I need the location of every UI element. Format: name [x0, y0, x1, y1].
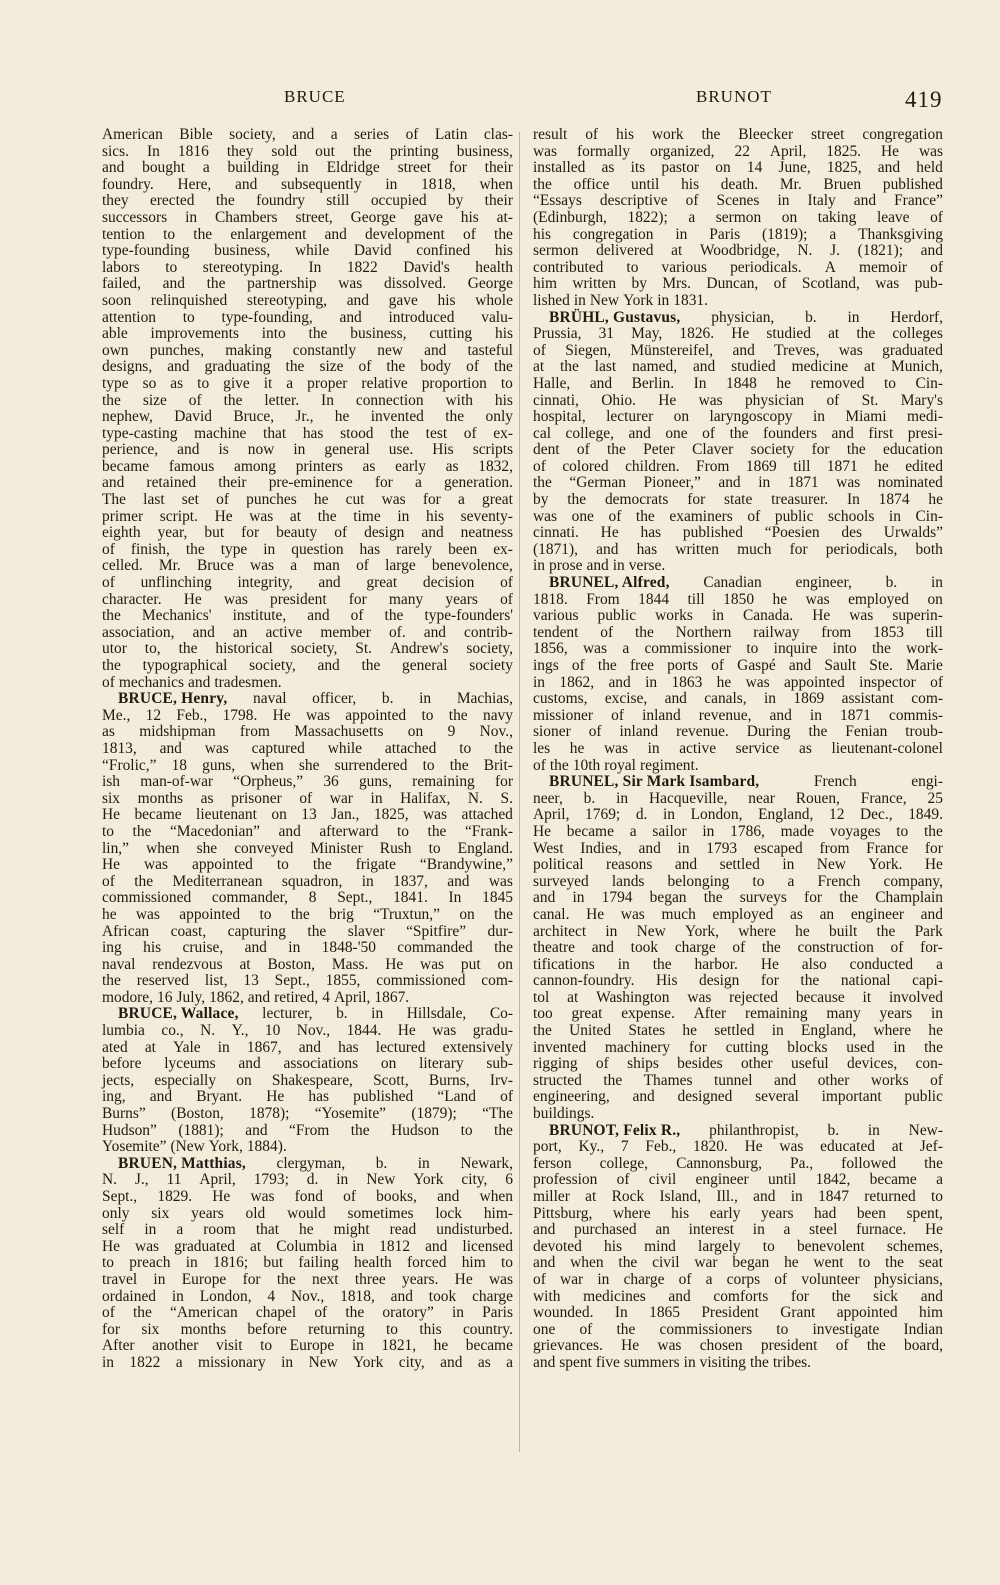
text-line: tention to the enlargement and development of the: [102, 225, 513, 243]
text-line: to preach in 1816; but failing health forced him to: [102, 1254, 513, 1272]
text-line: Yosemite” (New York, 1884).: [102, 1138, 287, 1156]
text-line: grievances. He was chosen president of the board,: [533, 1337, 943, 1355]
text-line: missioner of inland revenue, and in 1871 commis-: [533, 706, 943, 724]
text-line: African coast, capturing the slaver “Spitfire” dur-: [102, 922, 513, 940]
text-line: and purchased an interest in a steel furnace. He: [533, 1221, 943, 1239]
entry-headword: BRUEN, Matthias,: [118, 1154, 246, 1172]
text-line: modore, 16 July, 1862, and retired, 4 April, 1867.: [102, 988, 410, 1006]
text-line: rigging of ships besides other useful devices, con-: [533, 1055, 943, 1073]
text-line: of Siegen, Münstereifel, and Treves, was graduated: [533, 341, 943, 359]
text-line: lin,” when she conveyed Minister Rush to England.: [102, 839, 513, 857]
text-line: and retained their pre-eminence for a generation.: [102, 474, 513, 492]
text-line: devoted his mind largely to benevolent schemes,: [533, 1237, 943, 1255]
text-line: as midshipman from Massachusetts on 9 Nov.,: [102, 723, 513, 741]
text-line: of the Mediterranean squadron, in 1837, and was: [102, 872, 513, 890]
text-line: ordained in London, 4 Nov., 1818, and took charge: [102, 1287, 513, 1305]
text-line: engineering, and designed several important public: [533, 1088, 943, 1106]
text-line: customs, excise, and canals, in 1869 assistant com-: [533, 690, 943, 708]
column-divider: [519, 132, 520, 1452]
text-line: and bought a building in Eldridge street for their: [102, 159, 513, 177]
text-line: ferson college, Cannonsburg, Pa., followed the: [533, 1154, 943, 1172]
text-line: the reserved list, 13 Sept., 1855, commissioned com-: [102, 972, 513, 990]
text-line: “Frolic,” 18 guns, when she surrendered to the Brit-: [102, 756, 513, 774]
entry-first-line: BRUNEL, Alfred, Canadian engineer, b. in: [549, 574, 943, 592]
text-line: in 1822 a missionary in New York city, and as a: [102, 1353, 513, 1371]
text-line: ing his cruise, and in 1848-'50 commanded the: [102, 939, 513, 957]
text-line: was formally organized, 22 April, 1825. He was: [533, 142, 943, 160]
text-line: ated at Yale in 1867, and has lectured extensively: [102, 1038, 513, 1056]
text-line: failed, and the partnership was dissolved. George: [102, 275, 513, 293]
text-line: by the democrats for state treasurer. In 1874 he: [533, 491, 943, 509]
text-line: type-casting machine that has stood the test of ex-: [102, 424, 513, 442]
text-line: neer, b. in Hacqueville, near Rouen, France, 25: [533, 789, 943, 807]
entry-headword: BRUCE, Henry,: [118, 690, 228, 708]
text-line: He was graduated at Columbia in 1812 and licensed: [102, 1237, 513, 1255]
text-line: ing, and Bryant. He has published “Land of: [102, 1088, 513, 1106]
header-left-headword: BRUCE: [284, 87, 346, 106]
text-line: was one of the examiners of public schools in Cin-: [533, 507, 943, 525]
text-line: cannon-foundry. His design for the national capi-: [533, 972, 943, 990]
text-line: cinnati. He has published “Poesien des Urwalds”: [533, 524, 943, 542]
text-line: travel in Europe for the next three years. He was: [102, 1270, 513, 1288]
text-line: buildings.: [533, 1105, 595, 1123]
text-line: 1813, and was captured while attached to the: [102, 739, 513, 757]
text-line: structed the Thames tunnel and other works of: [533, 1071, 943, 1089]
text-line: able improvements into the business, cutting his: [102, 325, 513, 343]
text-line: successors in Chambers street, George gave his at-: [102, 208, 513, 226]
text-line: and spent five summers in visiting the tribes.: [533, 1353, 812, 1371]
text-line: naval rendezvous at Boston, Mass. He was put on: [102, 955, 513, 973]
text-line: self in a room that he might read undisturbed.: [102, 1221, 513, 1239]
text-line: commissioned commander, 8 Sept., 1841. In 1845: [102, 889, 513, 907]
text-line: before lyceums and associations on literary sub-: [102, 1055, 513, 1073]
text-line: profession of civil engineer until 1842, became a: [533, 1171, 943, 1189]
text-line: wounded. In 1865 President Grant appointed him: [533, 1304, 943, 1322]
left-column: [102, 127, 513, 1372]
text-line: type so as to give it a proper relative proportion to: [102, 374, 513, 392]
text-line: contributed to various periodicals. A memoir of: [533, 258, 943, 276]
entry-first-line: BRÜHL, Gustavus, physician, b. in Herdorf,: [549, 308, 943, 326]
text-line: tol at Washington was rejected because it involved: [533, 988, 943, 1006]
entry-headword: BRUNOT, Felix R.,: [549, 1121, 681, 1139]
text-line: various public works in Canada. He was superin-: [533, 607, 943, 625]
text-line: Me., 12 Feb., 1798. He was appointed to the navy: [102, 706, 513, 724]
text-line: the Mechanics' institute, and of the type-founders': [102, 607, 513, 625]
text-line: lumbia co., N. Y., 10 Nov., 1844. He was gradu-: [102, 1022, 513, 1040]
text-line: theatre and took charge of the construction of for-: [533, 939, 943, 957]
entry-headword: BRUNEL, Sir Mark Isambard,: [549, 773, 760, 791]
text-line: in 1862, and in 1863 he was appointed inspector of: [533, 673, 943, 691]
text-line: 1818. From 1844 till 1850 he was employed on: [533, 590, 943, 608]
text-line: the size of the letter. In connection with his: [102, 391, 513, 409]
text-line: nephew, David Bruce, Jr., he invented the only: [102, 408, 513, 426]
text-line: April, 1769; d. in London, England, 12 Dec., 1849.: [533, 806, 943, 824]
text-line: surveyed lands belonging to a French company,: [533, 872, 943, 890]
text-line: hospital, lecturer on laryngoscopy in Miami medi-: [533, 408, 943, 426]
text-line: Hudson” (1881); and “From the Hudson to the: [102, 1121, 513, 1139]
text-line: He became lieutenant on 13 Jan., 1825, was attached: [102, 806, 513, 824]
text-line: type-founding business, while David confined his: [102, 242, 513, 260]
text-line: les he was in active service as lieutenant-colonel: [533, 739, 943, 757]
text-line: perience, and is now in general use. His scripts: [102, 441, 513, 459]
text-line: the “German Pioneer,” and in 1871 was nominated: [533, 474, 943, 492]
text-line: the United States he settled in England, where he: [533, 1022, 943, 1040]
text-line: too great expense. After remaining many years in: [533, 1005, 943, 1023]
text-line: foundry. Here, and subsequently in 1818, when: [102, 175, 513, 193]
text-line: sioner of inland revenue. During the Fenian troub-: [533, 723, 943, 741]
text-line: to the “Macedonian” and afterward to the “Frank-: [102, 822, 513, 840]
text-line: tifications in the harbor. He also conducted a: [533, 955, 943, 973]
text-line: Pittsburg, where his early years had been spent,: [533, 1204, 943, 1222]
text-line: 1856, was a commissioner to inquire into the work-: [533, 640, 943, 658]
text-line: and when the civil war began he went to the seat: [533, 1254, 943, 1272]
right-column: [533, 127, 943, 1372]
text-line: of war in charge of a corps of volunteer physicians,: [533, 1270, 943, 1288]
text-line: installed as its pastor on 14 June, 1825, and held: [533, 159, 943, 177]
text-line: Sept., 1829. He was fond of books, and when: [102, 1188, 513, 1205]
text-line: political reasons and settled in New York. He: [533, 856, 943, 874]
text-line: ings of the free ports of Gaspé and Sault Ste. Marie: [533, 657, 943, 674]
text-line: West Indies, and in 1793 escaped from France for: [533, 839, 943, 857]
text-line: He became a sailor in 1786, made voyages to the: [533, 822, 943, 840]
entry-first-line: BRUNOT, Felix R., philanthropist, b. in New-: [549, 1121, 943, 1139]
text-line: (1871), and has written much for periodicals, both: [533, 540, 943, 558]
text-line: After another visit to Europe in 1821, he became: [102, 1337, 513, 1355]
entry-first-line: BRUCE, Henry, naval officer, b. in Machias,: [118, 690, 513, 708]
text-line: own punches, making constantly new and tasteful: [102, 341, 513, 359]
text-line: of colored children. From 1869 till 1871 he edited: [533, 457, 943, 475]
text-line: character. He was president for many years of: [102, 590, 513, 608]
entry-first-line: BRUEN, Matthias, clergyman, b. in Newark,: [118, 1154, 513, 1172]
text-line: cal college, and one of the founders and first presi-: [533, 424, 943, 442]
text-line: primer script. He was at the time in his seventy-: [102, 507, 513, 525]
text-line: Halle, and Berlin. In 1848 he removed to Cin-: [533, 374, 943, 392]
text-line: miller at Rock Island, Ill., and in 1847 returned to: [533, 1188, 943, 1205]
text-line: for six months before returning to this country.: [102, 1320, 513, 1338]
text-line: of finish, the type in question has rarely been ex-: [102, 540, 513, 558]
text-line: his congregation in Paris (1819); a Thanksgiving: [533, 225, 943, 243]
text-line: lished in New York in 1831.: [533, 291, 708, 309]
text-line: jects, especially on Shakespeare, Scott, Burns, Irv-: [102, 1071, 513, 1089]
text-line: the typographical society, and the general society: [102, 657, 513, 674]
text-line: they erected the foundry still occupied by their: [102, 192, 513, 210]
text-line: the office until his death. Mr. Bruen published: [533, 175, 943, 193]
text-line: with medicines and comforts for the sick and: [533, 1287, 943, 1305]
page-number: 419: [905, 87, 943, 112]
text-line: canal. He was much employed as an engineer and: [533, 905, 943, 923]
text-line: of the “American chapel of the oratory” in Paris: [102, 1304, 513, 1322]
text-line: architect in New York, where he built the Park: [533, 922, 943, 940]
text-line: celled. Mr. Bruce was a man of large benevolence,: [102, 557, 513, 575]
entry-headword: BRUNEL, Alfred,: [549, 574, 670, 592]
entry-first-line: BRUNEL, Sir Mark Isambard, French engi-: [549, 773, 943, 791]
text-line: American Bible society, and a series of Latin clas-: [102, 126, 513, 143]
text-line: soon relinquished stereotyping, and gave his whole: [102, 291, 513, 309]
text-line: tendent of the Northern railway from 1853 till: [533, 623, 943, 641]
text-line: sermon delivered at Woodbridge, N. J. (1821); and: [533, 242, 943, 260]
text-line: one of the commissioners to investigate Indian: [533, 1320, 943, 1338]
text-line: The last set of punches he cut was for a great: [102, 491, 513, 509]
text-line: designs, and graduating the size of the body of the: [102, 358, 513, 376]
text-line: utor to, the historical society, St. Andrew's society,: [102, 640, 513, 658]
text-line: only six years old would sometimes lock him-: [102, 1204, 513, 1222]
text-line: association, and an active member of. and contrib-: [102, 623, 513, 641]
text-line: and in 1794 began the surveys for the Champlain: [533, 889, 943, 907]
entry-headword: BRÜHL, Gustavus,: [549, 308, 681, 326]
text-line: Prussia, 31 May, 1826. He studied at the colleges: [533, 325, 943, 343]
text-line: ish man-of-war “Orpheus,” 36 guns, remaining for: [102, 773, 513, 791]
entry-first-line: BRUCE, Wallace, lecturer, b. in Hillsdale, Co-: [118, 1005, 513, 1023]
text-line: six months as prisoner of war in Halifax, N. S.: [102, 789, 513, 807]
text-line: result of his work the Bleecker street congregation: [533, 126, 943, 143]
text-line: “Essays descriptive of Scenes in Italy and France”: [533, 192, 943, 210]
text-line: eighth year, but for beauty of design and neatness: [102, 524, 513, 542]
text-line: in prose and in verse.: [533, 557, 666, 575]
running-header: [0, 87, 1000, 117]
text-line: sics. In 1816 they sold out the printing business,: [102, 142, 513, 160]
text-line: dent of the Peter Claver society for the education: [533, 441, 943, 459]
text-line: port, Ky., 7 Feb., 1820. He was educated at Jef-: [533, 1138, 943, 1156]
text-line: he was appointed to the brig “Truxtun,” on the: [102, 905, 513, 923]
text-line: of mechanics and tradesmen.: [102, 673, 282, 691]
entry-headword: BRUCE, Wallace,: [118, 1005, 239, 1023]
text-line: (Edinburgh, 1822); a sermon on taking leave of: [533, 208, 943, 226]
text-line: cinnati, Ohio. He was physician of St. Mary's: [533, 391, 943, 409]
text-line: Burns” (Boston, 1878); “Yosemite” (1879); “The: [102, 1105, 513, 1123]
text-line: attention to type-founding, and introduced valu-: [102, 308, 513, 326]
header-right-headword: BRUNOT: [696, 87, 772, 106]
text-line: of unflinching integrity, and great decision of: [102, 574, 513, 592]
text-line: at the last named, and studied medicine at Munich,: [533, 358, 943, 376]
text-line: became famous among printers as early as 1832,: [102, 457, 513, 475]
text-line: He was appointed to the frigate “Brandywine,”: [102, 856, 513, 874]
text-line: invented machinery for cutting blocks used in the: [533, 1038, 943, 1056]
text-line: N. J., 11 April, 1793; d. in New York city, 6: [102, 1171, 513, 1189]
text-line: him written by Mrs. Duncan, of Scotland, was pub-: [533, 275, 943, 293]
text-line: of the 10th royal regiment.: [533, 756, 699, 774]
text-line: labors to stereotyping. In 1822 David's health: [102, 258, 513, 276]
